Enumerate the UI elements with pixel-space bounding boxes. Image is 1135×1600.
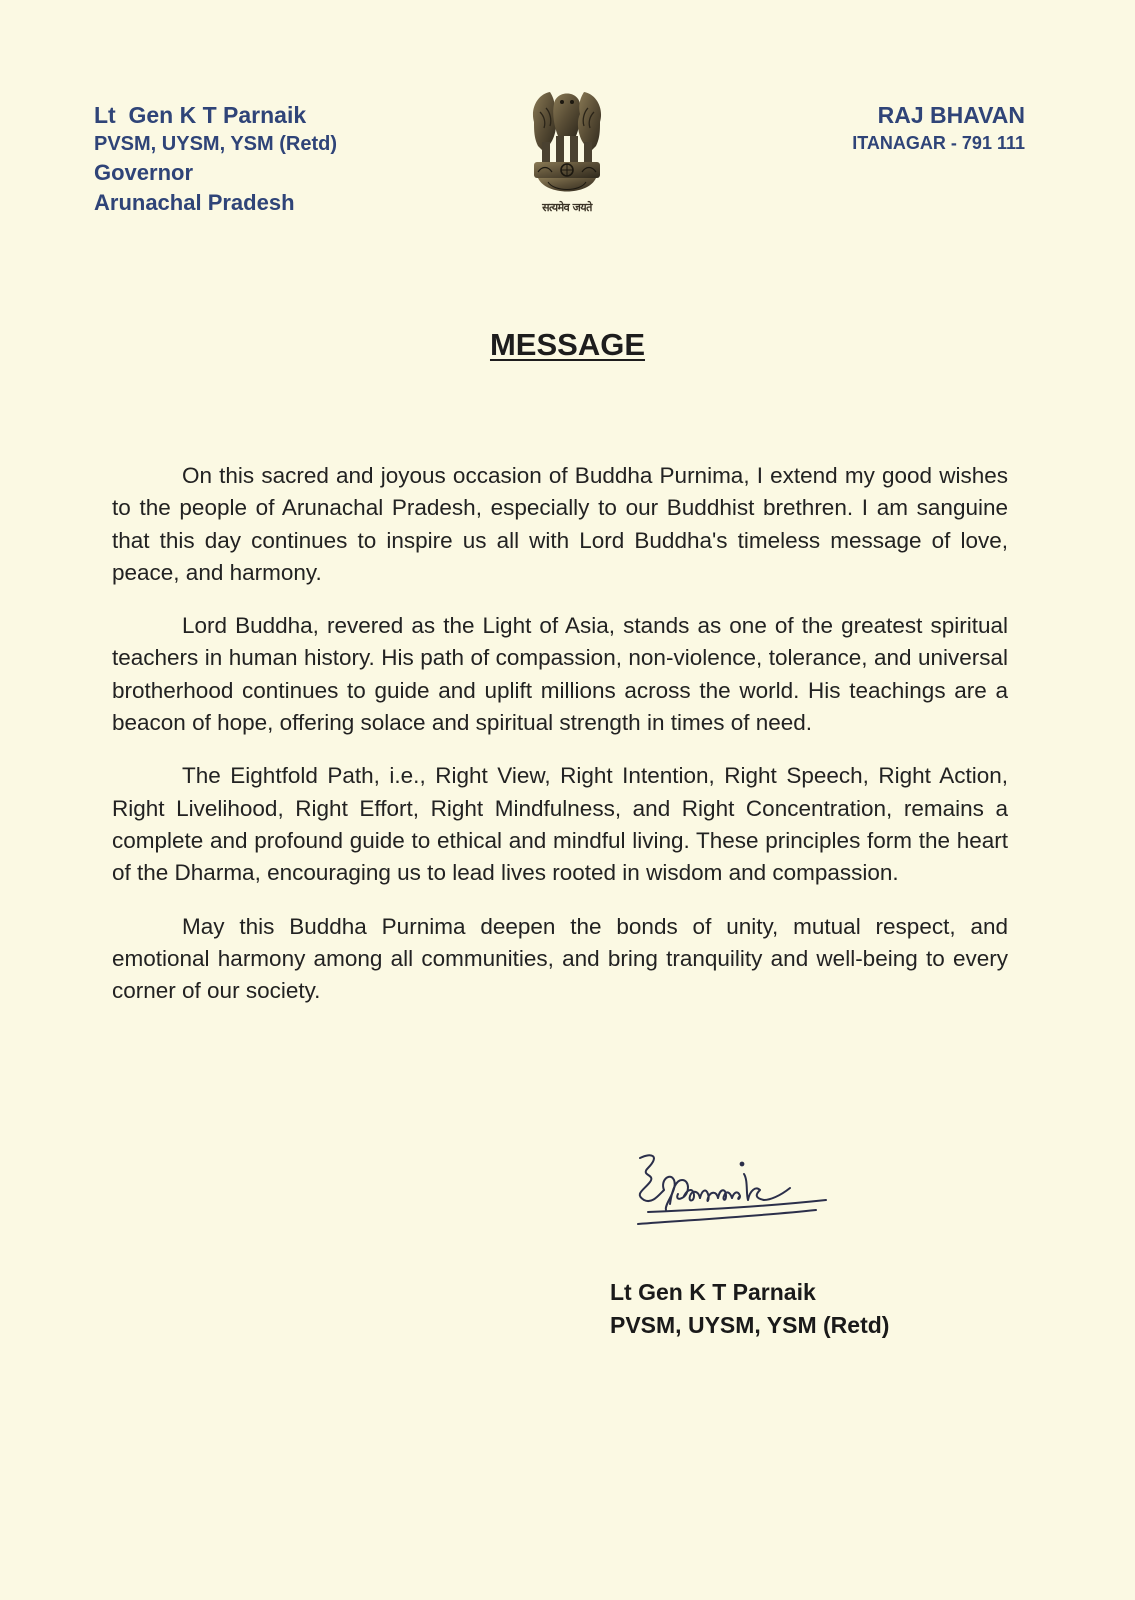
message-paragraph: The Eightfold Path, i.e., Right View, Right Intention, Right Speech, Right Action, Right Livelihood, Right Effort, Right Mindfulness, and Right Concentration, remains a complete and profound guide to ethical and mindful living. These principles form the heart of the Dharma, encouraging us to lead lives rooted in wisdom and compassion.: [112, 763, 1008, 886]
message-paragraph: On this sacred and joyous occasion of Buddha Purnima, I extend my good wishes to the people of Arunachal Pradesh, especially to our Buddhist brethren. I am sanguine that this day continues to inspire us all with Lord Buddha's timeless message of love, peace, and harmony.: [112, 463, 1008, 585]
message-paragraph: Lord Buddha, revered as the Light of Asia, stands as one of the greatest spiritual teachers in human history. His path of compassion, non-violence, tolerance, and universal brotherhood continues to guide and uplift millions across the world. His teachings are a beacon of hope, offering solace and spiritual strength in times of need.: [112, 613, 1008, 736]
sender-decorations: PVSM, UYSM, YSM (Retd): [94, 133, 337, 155]
sender-title: Governor: [94, 160, 194, 185]
state-emblem-icon: [524, 82, 610, 218]
office-name: RAJ BHAVAN: [877, 102, 1025, 128]
emblem-motto: सत्यमेव जयते: [542, 201, 592, 214]
message-body: [112, 460, 1008, 1028]
signatory-name: Lt Gen K T Parnaik: [610, 1279, 816, 1305]
office-address: ITANAGAR - 791 111: [852, 133, 1025, 153]
signatory-block: [610, 1276, 889, 1342]
document-title-wrap: [0, 327, 1135, 363]
message-paragraph: May this Buddha Purnima deepen the bonds of unity, mutual respect, and emotional harmony among all communities, and bring tranquility and well-being to every corner of our society.: [112, 913, 1008, 1004]
office-block: [852, 100, 1025, 156]
sender-name: Lt Gen K T Parnaik: [94, 102, 307, 128]
document-title: MESSAGE: [489, 327, 646, 362]
sender-state: Arunachal Pradesh: [94, 190, 295, 215]
handwritten-signature: [630, 1150, 860, 1290]
signatory-decorations: PVSM, UYSM, YSM (Retd): [610, 1312, 890, 1338]
sender-block: [94, 100, 337, 218]
